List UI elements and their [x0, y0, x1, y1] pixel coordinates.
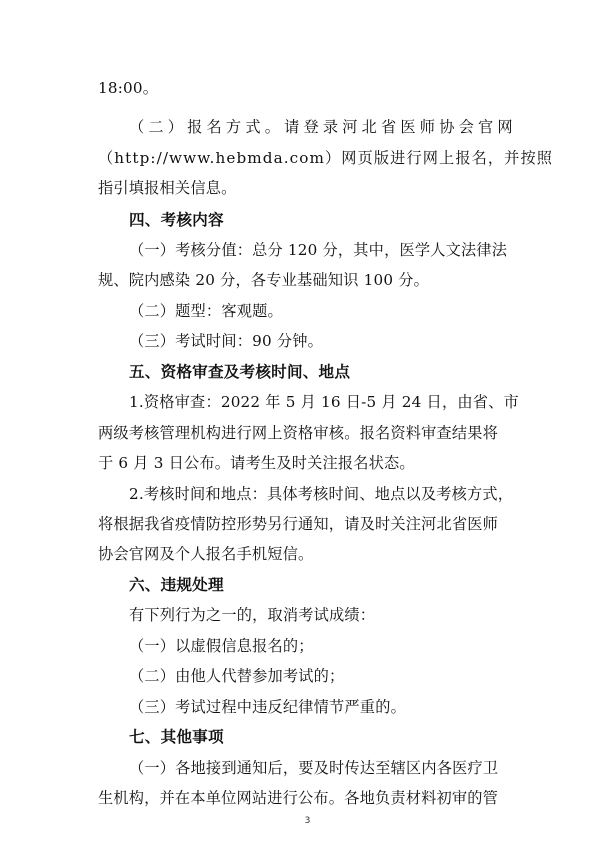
section-heading: 六、违规处理	[129, 576, 224, 594]
paragraph-line: 指引填报相关信息。	[98, 179, 237, 197]
paragraph-line: 规、院内感染 20 分，各专业基础知识 100 分。	[98, 271, 430, 289]
page-number: 3	[304, 816, 311, 826]
paragraph-line: （一）各地接到通知后，要及时传达至辖区内各医疗卫	[129, 759, 499, 777]
section-heading: 四、考核内容	[129, 211, 224, 229]
section-heading: 五、资格审查及考核时间、地点	[129, 363, 351, 381]
paragraph-line: （一）考核分值：总分 120 分，其中，医学人文法律法	[129, 241, 508, 259]
paragraph-line: 两级考核管理机构进行网上资格审核。报名资料审查结果将	[98, 424, 499, 442]
list-item: （二）由他人代替参加考试的；	[129, 667, 345, 685]
paragraph-line: （二）题型：客观题。	[129, 302, 283, 320]
paragraph-line: 将根据我省疫情防控形势另行通知，请及时关注河北省医师	[98, 515, 499, 533]
paragraph-line: 有下列行为之一的，取消考试成绩：	[129, 606, 376, 624]
paragraph-line: 18:00。	[98, 79, 159, 97]
paragraph-line: 1.资格审查：2022 年 5 月 16 日-5 月 24 日，由省、市	[129, 393, 519, 411]
paragraph-line: （三）考试时间：90 分钟。	[129, 332, 324, 350]
section-heading: 七、其他事项	[129, 728, 224, 746]
paragraph-line: 协会官网及个人报名手机短信。	[98, 545, 314, 563]
paragraph-line: 于 6 月 3 日公布。请考生及时关注报名状态。	[98, 454, 415, 472]
paragraph-line: 2.考核时间和地点：具体考核时间、地点以及考核方式，	[129, 485, 514, 503]
paragraph-line: 生机构，并在本单位网站进行公布。各地负责材料初审的管	[98, 789, 499, 807]
list-item: （一）以虚假信息报名的；	[129, 637, 314, 655]
list-item: （三）考试过程中违反纪律情节严重的。	[129, 698, 406, 716]
paragraph-line: （http://www.hebmda.com）网页版进行网上报名，并按照	[98, 149, 554, 167]
paragraph-line: （二）报名方式。请登录河北省医师协会官网	[129, 118, 517, 136]
